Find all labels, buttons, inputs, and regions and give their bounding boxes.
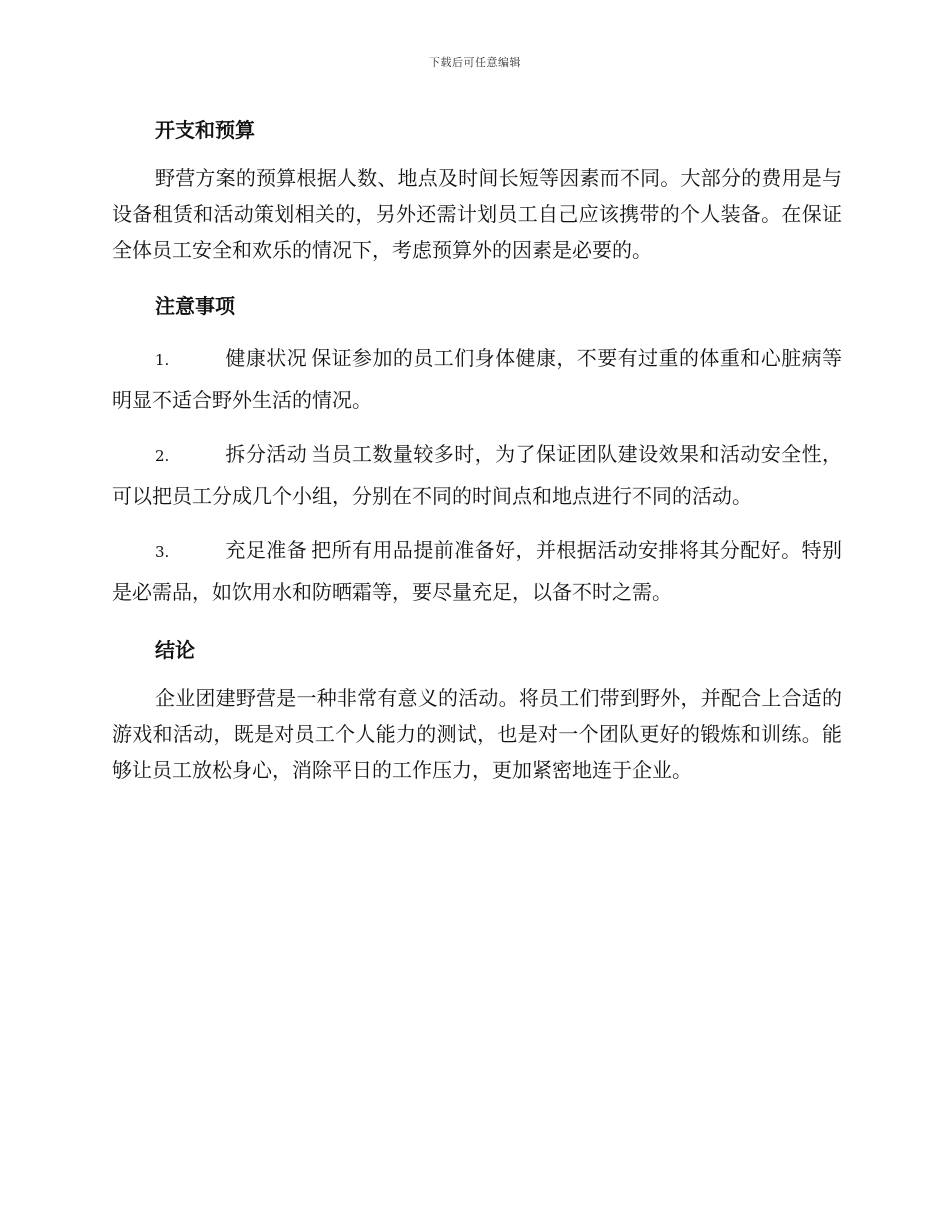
notes-list-item <box>112 338 842 420</box>
list-number: 3. <box>155 543 170 561</box>
list-item-title: 健康状况 <box>225 346 308 370</box>
list-item-title: 充足准备 <box>225 538 308 562</box>
notes-list-item <box>112 530 842 612</box>
header-note: 下载后可任意编辑 <box>429 56 521 69</box>
notes-list-item <box>112 434 842 516</box>
list-number: 1. <box>155 351 170 369</box>
list-number: 2. <box>155 447 170 465</box>
budget-paragraph: 野营方案的预算根据人数、地点及时间长短等因素而不同。大部分的费用是与设备租赁和活动策划相关的，另外还需计划员工自己应该携带的个人装备。在保证全体员工安全和欢乐的情况下，考虑预算外的因素是必要的。 <box>112 166 842 262</box>
notes-heading: 注意事项 <box>155 294 235 318</box>
list-item-text: 保证参加的员工们身体健康，不要有过重的体重和心脏病等明显不适合野外生活的情况。 <box>112 346 843 412</box>
budget-heading: 开支和预算 <box>155 118 255 142</box>
conclusion-paragraph: 企业团建野营是一种非常有意义的活动。将员工们带到野外，并配合上合适的游戏和活动，既是对员工个人能力的测试，也是对一个团队更好的锻炼和训练。能够让员工放松身心，消除平日的工作压力，更加紧密地连于企业。 <box>112 686 842 782</box>
list-item-text: 把所有用品提前准备好，并根据活动安排将其分配好。特别是必需品，如饮用水和防晒霜等，要尽量充足，以备不时之需。 <box>112 538 843 604</box>
document-body <box>112 110 842 802</box>
conclusion-heading: 结论 <box>155 638 195 662</box>
list-item-text: 当员工数量较多时，为了保证团队建设效果和活动安全性，可以把员工分成几个小组，分别在不同的时间点和地点进行不同的活动。 <box>112 442 843 508</box>
list-item-title: 拆分活动 <box>225 442 308 466</box>
